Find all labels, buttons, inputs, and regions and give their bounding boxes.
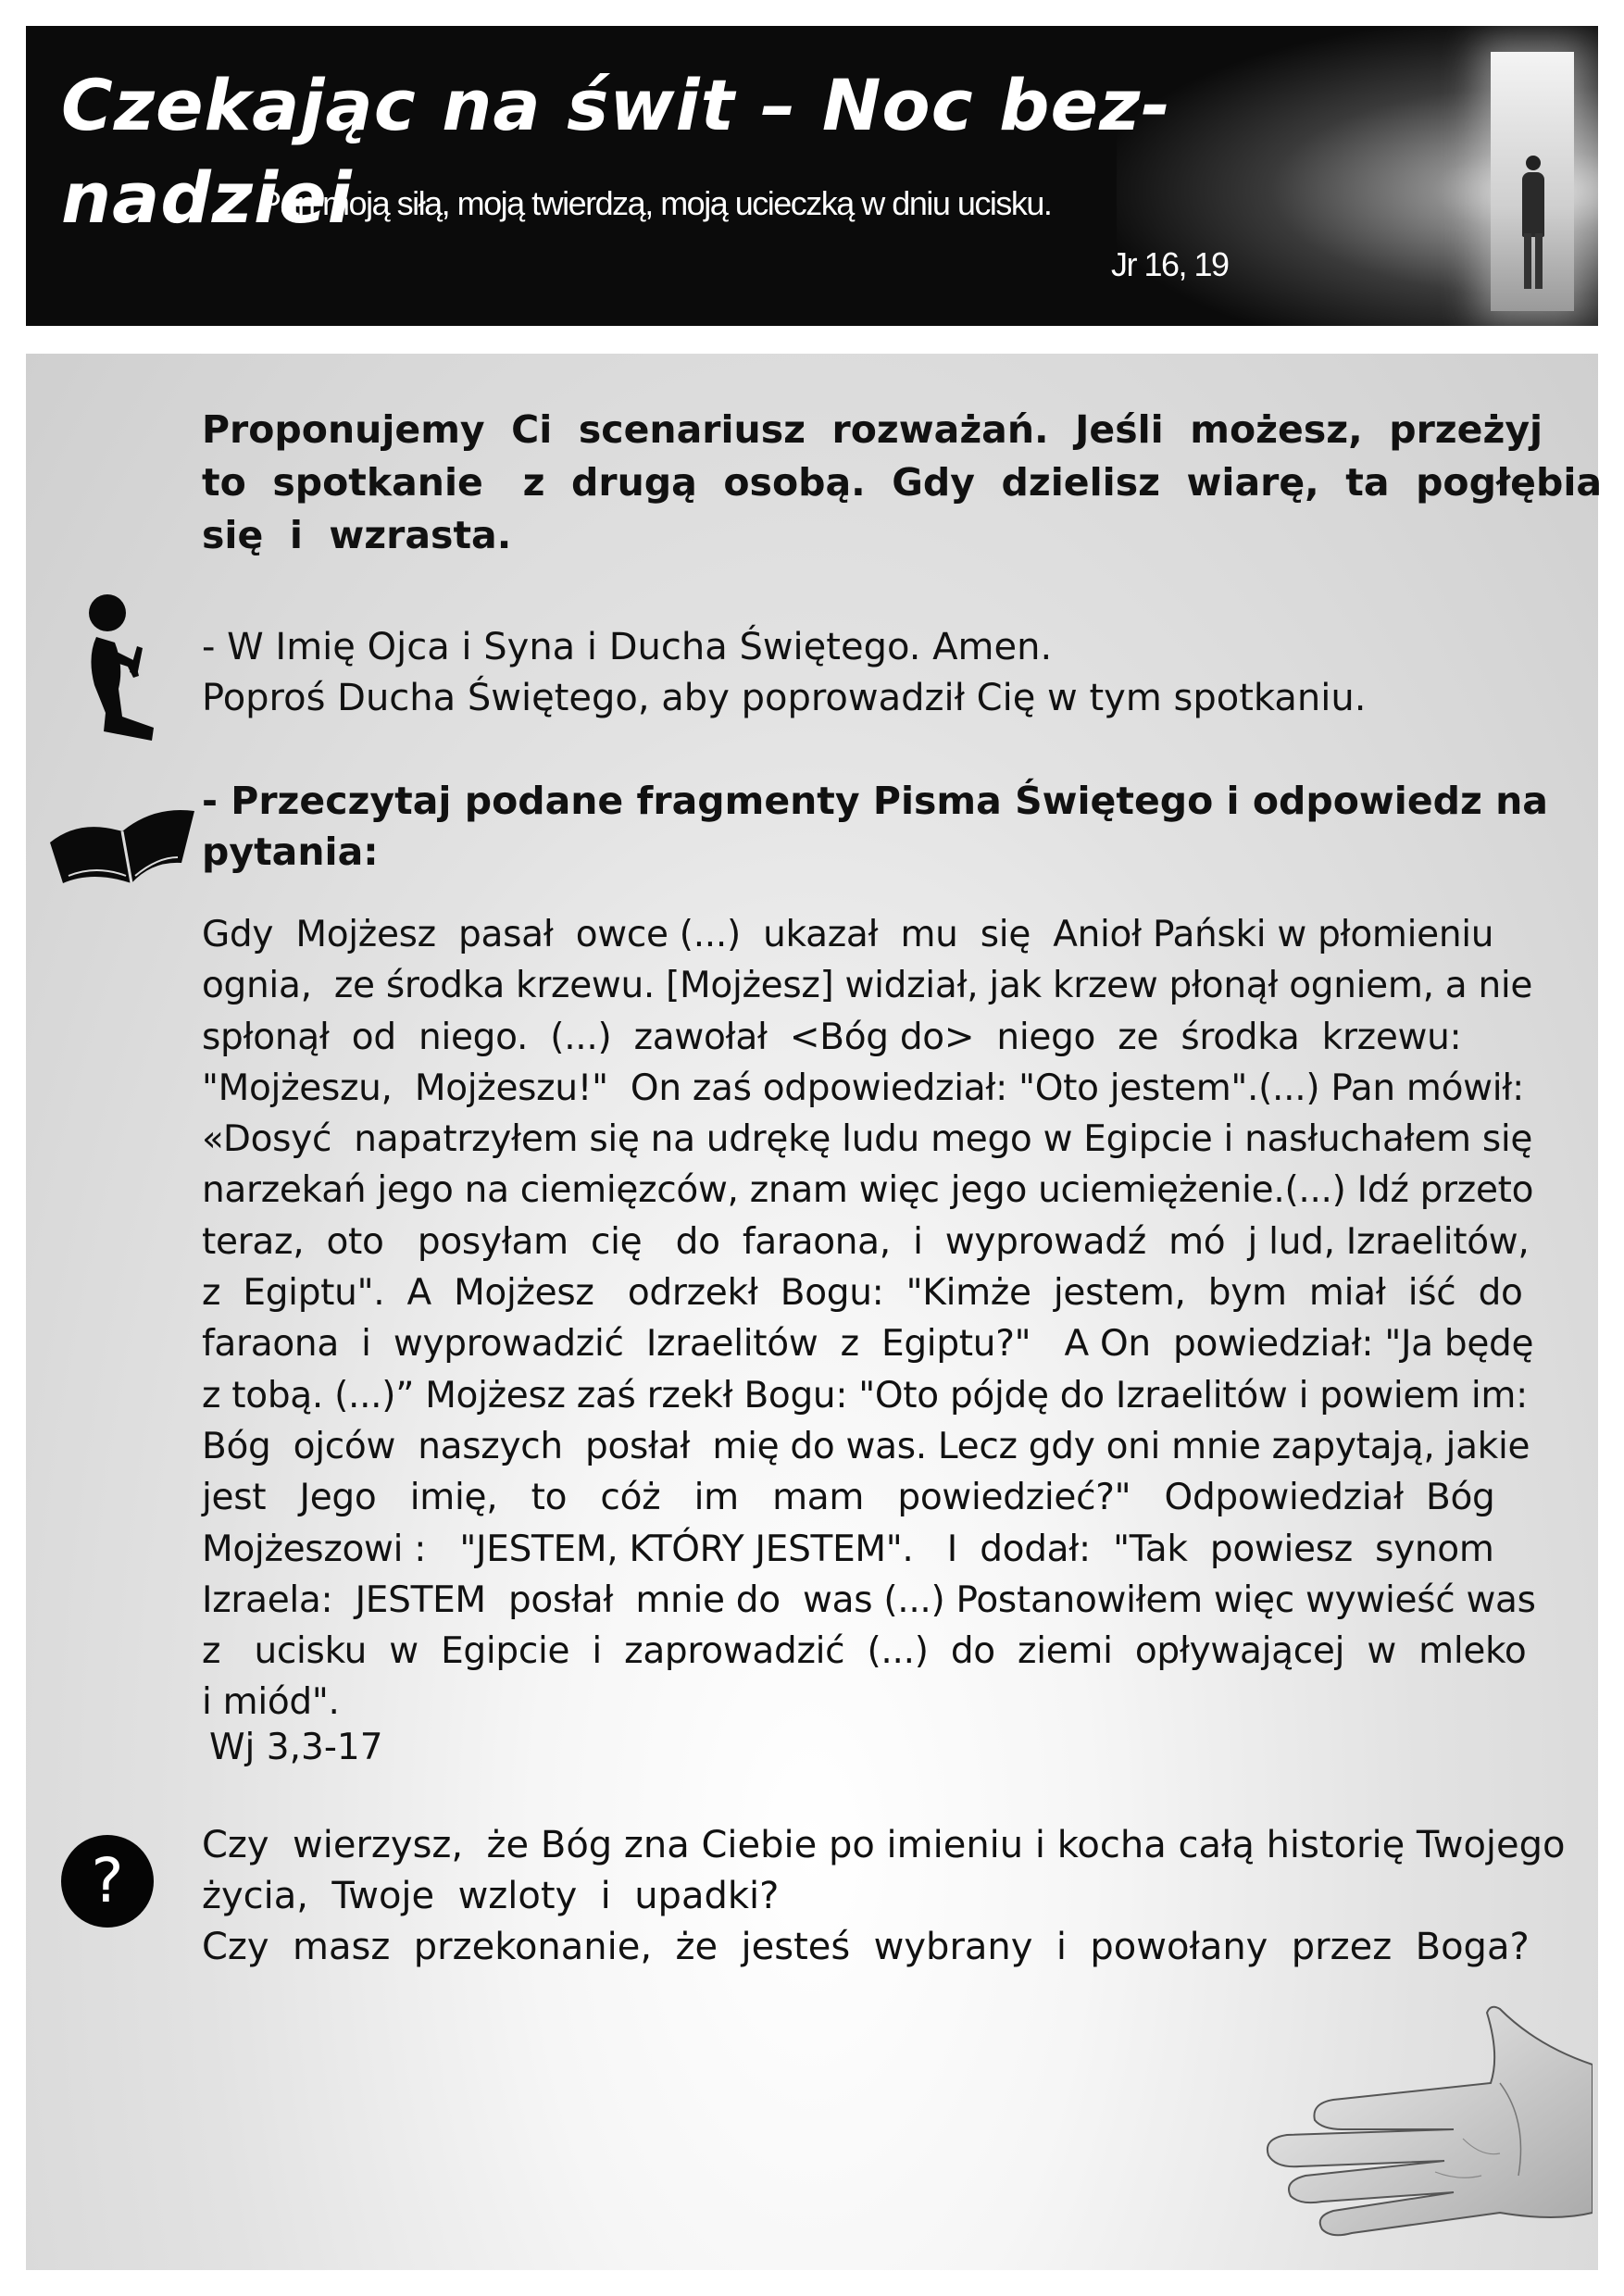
scripture-reference: Wj 3,3-17	[209, 1727, 383, 1768]
kneeling-person-icon	[69, 593, 165, 750]
question-line: Czy wierzysz, że Bóg zna Ciebie po imieniu i kocha całą historię Twojego	[202, 1824, 1566, 1866]
hand-icon	[1222, 1990, 1593, 2268]
walking-figure-legs	[1524, 233, 1543, 289]
scripture-line: Gdy Mojżesz pasał owce (...) ukazał mu się Anioł Pański w płomieniu	[202, 914, 1494, 955]
prayer-line: - W Imię Ojca i Syna i Ducha Świętego. Amen.	[202, 626, 1053, 668]
scripture-line: jest Jego imię, to cóż im mam powiedzieć?" Odpowiedział Bóg	[202, 1477, 1495, 1519]
walking-figure-body	[1522, 172, 1544, 237]
instruction-line: pytania:	[202, 830, 379, 874]
scripture-passage	[202, 909, 1555, 1728]
scripture-line: z tobą. (...)” Mojżesz zaś rzekł Bogu: "Oto pójdę do Izraelitów i powiem im:	[202, 1374, 1528, 1416]
intro-paragraph	[202, 404, 1603, 562]
scripture-line: Mojżeszowi : "JESTEM, KTÓRY JESTEM". I dodał: "Tak powiesz synom	[202, 1528, 1494, 1570]
prayer-line: Poproś Ducha Świętego, aby poprowadził Cię w tym spotkaniu.	[202, 677, 1367, 719]
scripture-line: faraona i wyprowadzić Izraelitów z Egiptu?" A On powiedział: "Ja będę	[202, 1323, 1534, 1366]
question-line: życia, Twoje wzloty i upadki?	[202, 1875, 780, 1917]
scripture-line: spłonął od niego. (...) zawołał <Bóg do> niego ze środka krzewu:	[202, 1016, 1462, 1058]
scripture-line: narzekań jego na ciemięzców, znam więc jego uciemiężenie.(...) Idź przeto	[202, 1169, 1534, 1212]
scripture-line: "Mojżeszu, Mojżeszu!" On zaś odpowiedział: "Oto jestem".(...) Pan mówił:	[202, 1067, 1524, 1109]
scripture-line: Izraela: JESTEM posłał mnie do was (...) Postanowiłem więc wywieść was	[202, 1578, 1536, 1621]
question-line: Czy masz przekonanie, że jesteś wybrany i powołany przez Boga?	[202, 1926, 1530, 1968]
scripture-line: «Dosyć napatrzyłem się na udrękę ludu mego w Egipcie i nasłuchałem się	[202, 1118, 1533, 1161]
scripture-line: i miód".	[202, 1681, 340, 1724]
instruction-line: - Przeczytaj podane fragmenty Pisma Świętego i odpowiedz na	[202, 779, 1548, 823]
scripture-line: teraz, oto posyłam cię do faraona, i wyprowadź mó j lud, Izraelitów,	[202, 1220, 1530, 1263]
intro-line: to spotkanie z drugą osobą. Gdy dzielisz wiarę, ta pogłębia	[202, 460, 1603, 505]
scripture-line: Bóg ojców naszych posłał mię do was. Lecz gdy oni mnie zapytają, jakie	[202, 1425, 1530, 1467]
scripture-line: z Egiptu". A Mojżesz odrzekł Bogu: "Kimże jestem, bym miał iść do	[202, 1272, 1523, 1315]
walking-figure-head	[1526, 156, 1541, 170]
reading-instruction	[202, 776, 1555, 878]
open-book-icon	[43, 787, 202, 889]
intro-line: Proponujemy Ci scenariusz rozważań. Jeśli możesz, przeżyj	[202, 407, 1543, 452]
quote-reference: Jr 16, 19	[1111, 245, 1229, 283]
scripture-line: ognia, ze środka krzewu. [Mojżesz] widział, jak krzew płonął ogniem, a nie	[202, 965, 1533, 1007]
reflection-questions	[202, 1820, 1566, 1973]
page-title: Czekając na świt – Noc bez-nadziei	[61, 64, 1171, 239]
prayer-paragraph	[202, 622, 1555, 724]
scripture-line: z ucisku w Egipcie i zaprowadzić (...) do ziemi opływającej w mleko	[202, 1630, 1527, 1673]
page-subtitle-quote: Pan moją siłą, moją twierdzą, moją ucieczką w dniu ucisku.	[259, 184, 1052, 222]
intro-line: się i wzrasta.	[202, 513, 512, 557]
question-mark-icon: ?	[61, 1835, 154, 1928]
